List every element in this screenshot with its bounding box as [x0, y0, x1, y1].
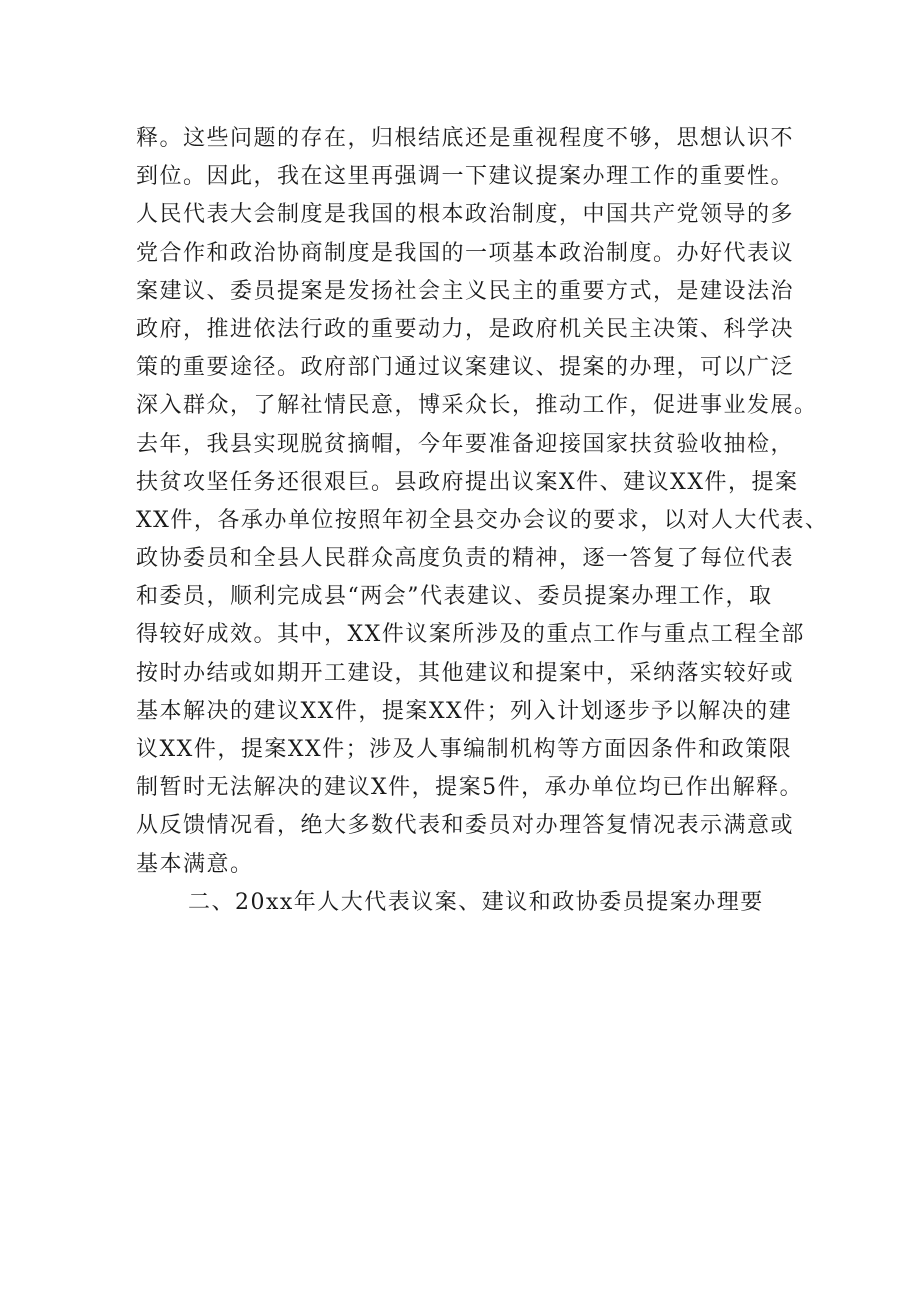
text-line: 得较好成效。其中，XX件议案所涉及的重点工作与重点工程全部 — [136, 622, 805, 648]
text-line: 策的重要途径。政府部门通过议案建议、提案的办理，可以广泛 — [136, 355, 795, 381]
text-line: 政府，推进依法行政的重要动力，是政府机关民主决策、科学决 — [136, 316, 795, 342]
text-line: 从反馈情况看，绝大多数代表和委员对办理答复情况表示满意或 — [136, 813, 795, 839]
text-line: 议XX件，提案XX件；涉及人事编制机构等方面因条件和政策限 — [136, 737, 793, 762]
text-line: 制暂时无法解决的建议X件，提案5件，承办单位均已作出解释。 — [136, 775, 804, 801]
text-line: XX件，各承办单位按照年初全县交办会议的要求，以对人大代表、 — [136, 507, 829, 533]
text-line: 到位。因此，我在这里再强调一下建议提案办理工作的重要性。 — [136, 164, 795, 190]
text-line: 党合作和政治协商制度是我国的一项基本政治制度。办好代表议 — [136, 240, 795, 266]
section-heading: 二、20xx年人大代表议案、建议和政协委员提案办理要 — [188, 889, 764, 915]
body-text — [136, 120, 829, 922]
text-line: 基本满意。 — [136, 851, 254, 877]
text-line: 人民代表大会制度是我国的根本政治制度，中国共产党领导的多 — [136, 202, 795, 228]
text-line: 政协委员和全县人民群众高度负责的精神，逐一答复了每位代表 — [136, 546, 795, 572]
text-line: 释。这些问题的存在，归根结底还是重视程度不够，思想认识不 — [136, 126, 795, 151]
text-line: 去年，我县实现脱贫摘帽，今年要准备迎接国家扶贫验收抽检， — [136, 431, 795, 457]
text-line: 基本解决的建议XX件，提案XX件；列入计划逐步予以解决的建 — [136, 698, 793, 724]
text-line: 扶贫攻坚任务还很艰巨。县政府提出议案X件、建议XX件，提案 — [136, 469, 799, 495]
text-line: 案建议、委员提案是发扬社会主义民主的重要方式，是建设法治 — [136, 278, 795, 304]
text-line: 深入群众，了解社情民意，博采众长，推动工作，促进事业发展。 — [136, 393, 818, 419]
text-line: 按时办结或如期开工建设，其他建议和提案中，采纳落实较好或 — [136, 660, 795, 686]
text-line: 和委员，顺利完成县“两会”代表建议、委员提案办理工作，取 — [136, 584, 773, 610]
